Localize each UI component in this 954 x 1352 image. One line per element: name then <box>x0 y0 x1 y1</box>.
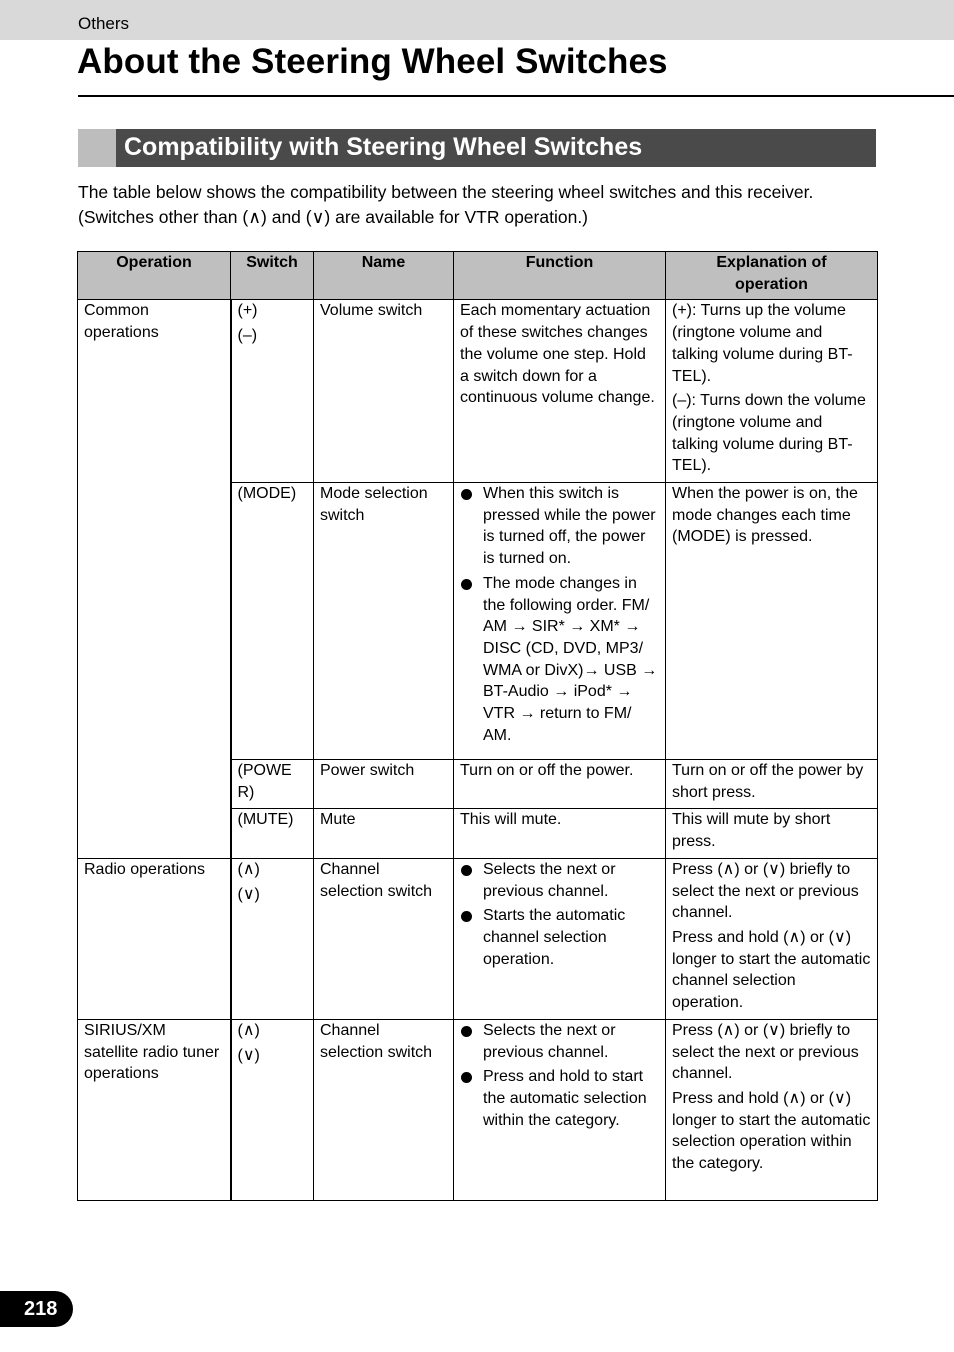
function-cell <box>454 483 666 760</box>
function-item <box>460 809 659 831</box>
explanation-cell <box>666 300 878 483</box>
function-text: When this switch is pressed while the power is turned off, the power is turned on. <box>483 485 656 568</box>
function-item <box>460 760 659 782</box>
operation-cell: Radio operations <box>78 858 231 1019</box>
explanation-text: Press and hold (∧) or (∨) longer to start the automatic channel selection operation. <box>672 928 871 1012</box>
bullet-icon <box>461 1072 472 1083</box>
switch-label: (MODE) <box>237 485 297 503</box>
section-label: Others <box>78 14 130 33</box>
function-cell <box>454 760 666 809</box>
title-divider <box>78 95 954 97</box>
explanation-cell <box>666 1019 878 1200</box>
switch-cell <box>231 858 314 1019</box>
explanation-cell <box>666 858 878 1019</box>
switch-cell <box>231 809 314 858</box>
switch-cell <box>231 1019 314 1200</box>
subsection-header <box>78 129 876 167</box>
explanation-text: (+): Turns up the volume (ringtone volume and talking volume during BT-TEL). <box>672 302 853 385</box>
switch-label: (∨) <box>237 1046 260 1064</box>
explanation-text: Press and hold (∧) or (∨) longer to start the automatic selection operation within the category. <box>672 1089 871 1173</box>
name-cell: Channel selection switch <box>314 1019 454 1200</box>
switch-label: (MUTE) <box>237 811 294 829</box>
switch-cell <box>231 300 314 483</box>
name-cell: Mode selection switch <box>314 483 454 760</box>
header-explanation-line-2: operation <box>735 275 808 293</box>
function-item <box>460 300 659 409</box>
function-text: This will mute. <box>460 811 562 829</box>
function-cell <box>454 1019 666 1200</box>
bullet-icon <box>461 865 472 876</box>
table-body <box>78 300 878 1200</box>
intro-line-2: (Switches other than (∧) and (∨) are available for VTR operation.) <box>78 207 589 227</box>
header-operation: Operation <box>78 252 231 300</box>
name-cell: Volume switch <box>314 300 454 483</box>
explanation-cell <box>666 760 878 809</box>
function-text: Turn on or off the power. <box>460 762 634 780</box>
table-row <box>78 1019 878 1200</box>
switch-label: (∧) <box>237 1021 260 1039</box>
intro-paragraph <box>78 180 888 230</box>
explanation-text: When the power is on, the mode changes each time (MODE) is pressed. <box>672 485 858 546</box>
function-text: Selects the next or previous channel. <box>483 860 616 900</box>
function-text: Starts the automatic channel selection operation. <box>483 907 626 968</box>
explanation-text: Press (∧) or (∨) briefly to select the next or previous channel. <box>672 860 859 922</box>
function-item <box>460 1020 659 1063</box>
bullet-icon <box>461 1026 472 1037</box>
function-cell <box>454 809 666 858</box>
switch-label: (∧) <box>237 860 260 878</box>
table-row <box>78 300 878 483</box>
switch-label: (∨) <box>237 885 260 903</box>
bullet-icon <box>461 911 472 922</box>
switch-cell <box>231 760 314 809</box>
header-name: Name <box>314 252 454 300</box>
bullet-icon <box>461 489 472 500</box>
header-explanation-line-1: Explanation of <box>716 254 827 271</box>
page-number: 218 <box>0 1291 73 1327</box>
header-explanation <box>666 252 878 300</box>
bullet-icon <box>461 579 472 590</box>
function-item <box>460 1066 659 1131</box>
explanation-text: (–): Turns down the volume (ringtone volume and talking volume during BT-TEL). <box>672 392 866 475</box>
function-item <box>460 483 659 570</box>
function-item <box>460 573 659 747</box>
function-item <box>460 905 659 970</box>
table-header-row <box>78 252 878 300</box>
function-cell <box>454 300 666 483</box>
explanation-cell <box>666 483 878 760</box>
function-text: Press and hold to start the automatic selection within the category. <box>483 1068 647 1129</box>
table-row <box>78 858 878 1019</box>
header-switch: Switch <box>231 252 314 300</box>
switch-label: (–) <box>237 327 258 345</box>
intro-line-1: The table below shows the compatibility between the steering wheel switches and this receiver. <box>78 182 814 202</box>
switch-label: (POWE R) <box>237 762 292 801</box>
explanation-text: Press (∧) or (∨) briefly to select the next or previous channel. <box>672 1021 859 1083</box>
subsection-accent-block <box>78 129 116 167</box>
header-band <box>0 0 954 40</box>
function-text: Each momentary actuation of these switches changes the volume one step. Hold a switch down for a continuous volume change. <box>460 302 655 407</box>
operation-cell: SIRIUS/XM satellite radio tuner operations <box>78 1019 231 1200</box>
name-cell: Channel selection switch <box>314 858 454 1019</box>
switch-label: (+) <box>237 302 258 320</box>
explanation-cell <box>666 809 878 858</box>
explanation-text: This will mute by short press. <box>672 811 831 851</box>
subsection-title: Compatibility with Steering Wheel Switches <box>124 133 643 161</box>
explanation-text: Turn on or off the power by short press. <box>672 762 864 801</box>
operation-cell: Common operations <box>78 300 231 858</box>
name-cell: Power switch <box>314 760 454 809</box>
header-function: Function <box>454 252 666 300</box>
function-text: The mode changes in the following order. FM/ AM → SIR* → XM* → DISC (CD, DVD, MP3/ WMA or DivX)→ USB → BT-Audio → iPod* → VTR → return to FM/ AM. <box>483 574 658 744</box>
function-item <box>460 859 659 902</box>
page-title: About the Steering Wheel Switches <box>77 42 668 81</box>
function-cell <box>454 858 666 1019</box>
function-text: Selects the next or previous channel. <box>483 1021 616 1061</box>
name-cell: Mute <box>314 809 454 858</box>
switch-cell <box>231 483 314 760</box>
compatibility-table <box>77 251 878 1201</box>
